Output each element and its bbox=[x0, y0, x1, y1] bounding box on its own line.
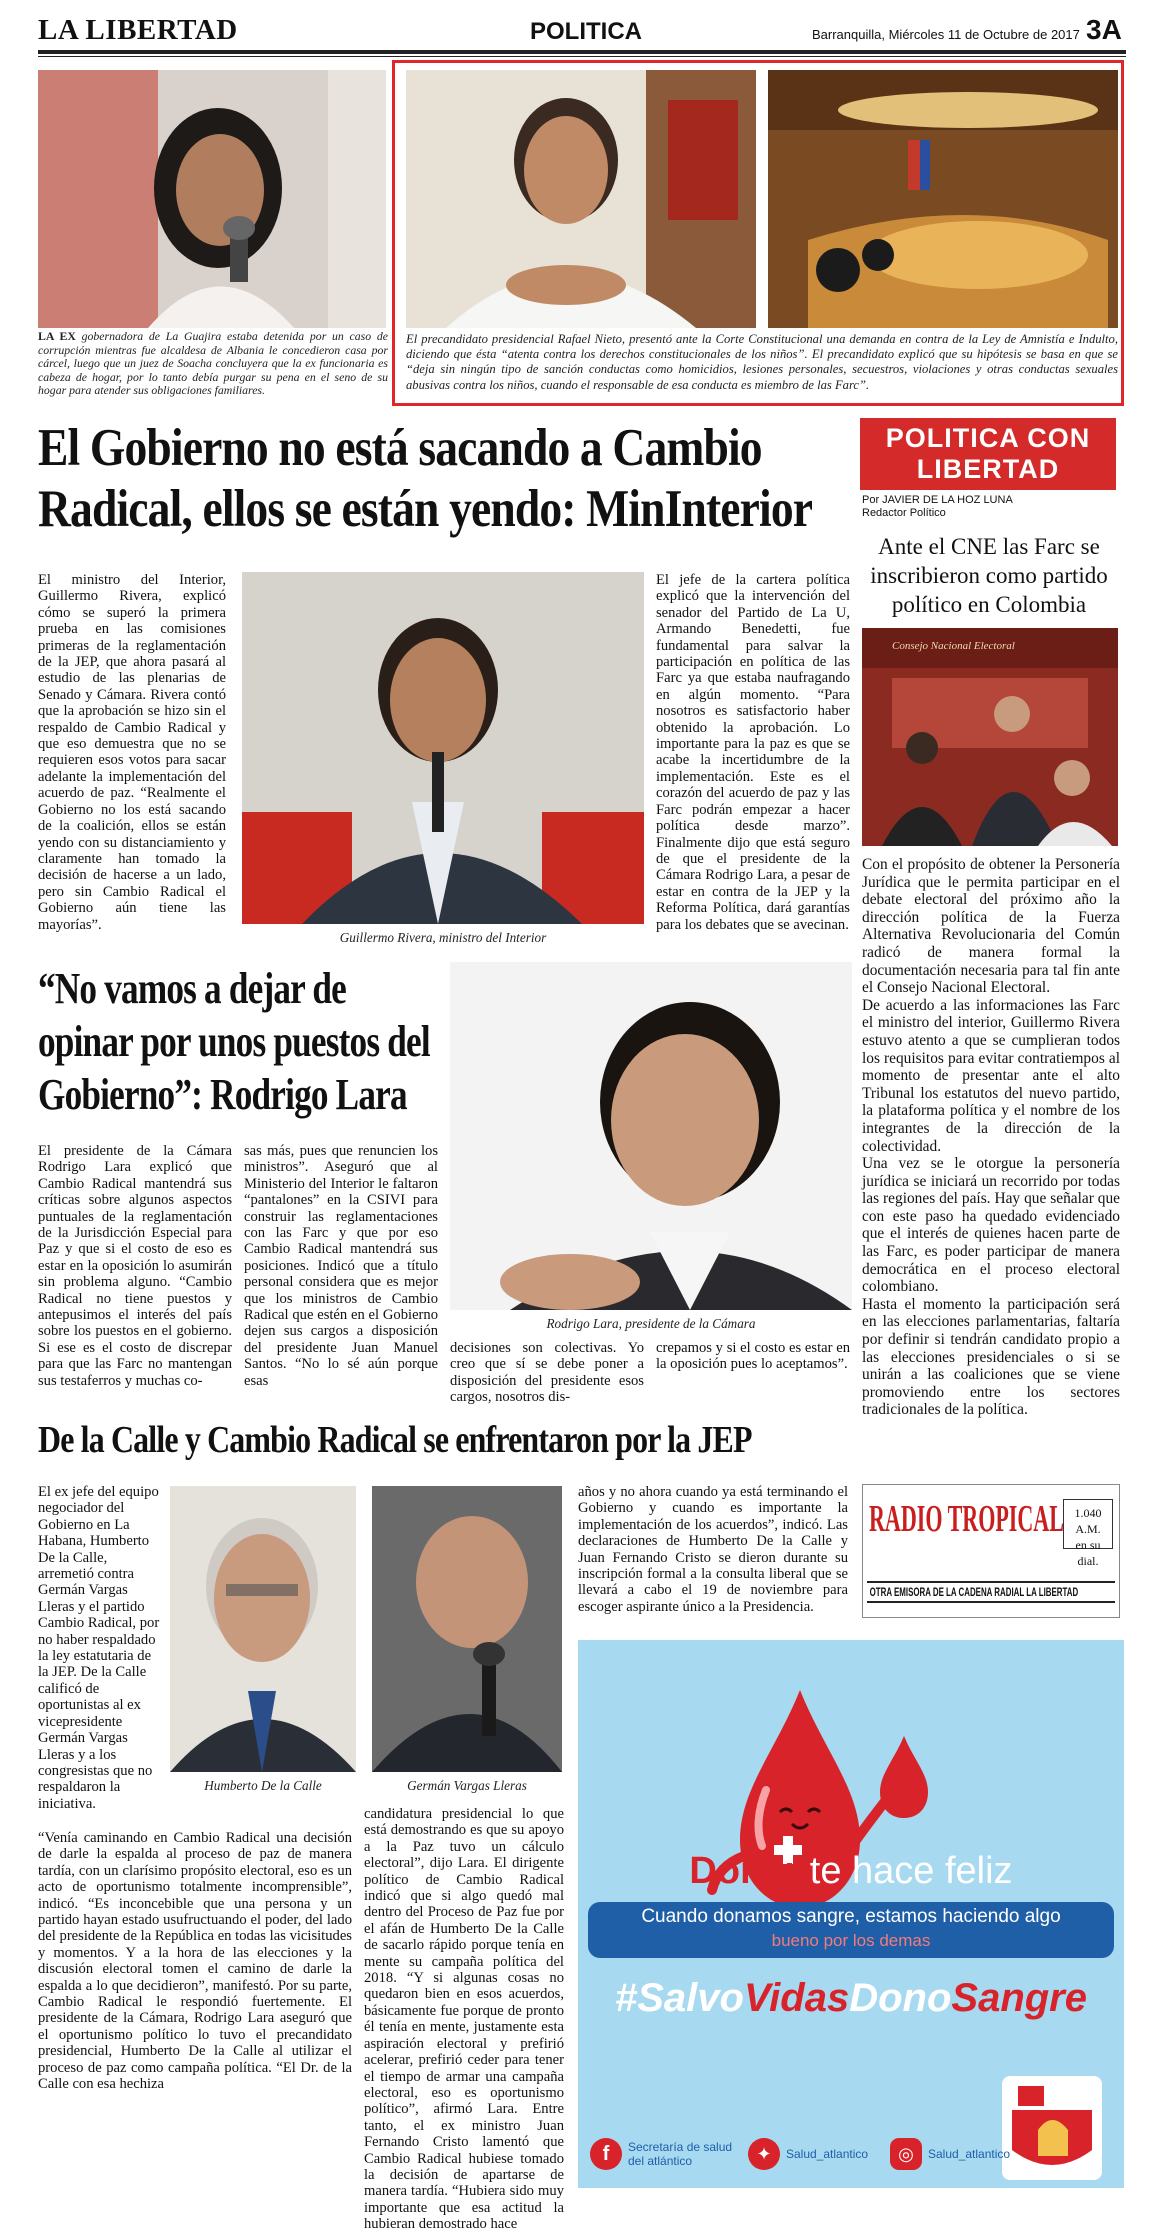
photo-farc-cne bbox=[862, 628, 1118, 846]
instagram-handle[interactable]: Salud_atlantico bbox=[928, 2147, 1011, 2161]
caption-humberto-delacalle: Humberto De la Calle bbox=[204, 1778, 322, 1793]
delacalle-col1-bottom: “Venía caminando en Cambio Radical una decisión de darle la espalda al proceso de paz de manera tardía, con un clarísimo propósito electoral, eso es un acto de oportunismo totalmente incomprensible”, indicó. “Es inconcebible que una persona y un partido hayan estado usufructuando el poder, del lado del presidente de la República en todas las vicisitudes y momentos. Y a la hora de las elecciones y la discusión electoral tomen el camino de darle la espalda a lo que decidieron”, manifestó. Por su parte, Cambio Radical le respondió fuertemente. El presidente de la Cámara, Rodrigo Lara aseguró que el oportunismo político lo tuvo el precandidato presidencial, Humberto De la Calle al utilizar el proceso de paz como campaña política. “El Dr. de la Calle con esa hechiza bbox=[38, 1830, 352, 2093]
main-headline-line1: El Gobierno no está sacando a Cambio bbox=[38, 419, 762, 477]
sidebar-paragraph: Una vez se le otorgue la personería jurídica se iniciará un recorrido por todas las regiones del país. Hay que señalar que con este paso ha quedado evidenciado que el interés de quienes hacen parte de las Farc, es poder participar de manera democrática en el proceso electoral colombiano. bbox=[862, 1155, 1120, 1296]
masthead-rule-thin bbox=[38, 56, 1126, 57]
lara-story-col1: El presidente de la Cámara Rodrigo Lara explicó que Cambio Radical mantendrá sus críticas sobre algunos aspectos puntuales de la reglamentación de la Jurisdicción Especial para Paz y que si el costo de eso es estar en la oposición lo asumirán sin problema alguno. “Cambio Radical no tiene puestos y antepusimos el interés del país sobre los puestos en el gobierno. Si ese es el costo de discrepar para que las Farc no mantengan sus testaferros y muchas co- bbox=[38, 1143, 232, 1389]
page-number: 3A bbox=[1086, 14, 1122, 45]
ad-message-bar bbox=[588, 1902, 1114, 1958]
lara-story-col2: sas más, pues que renuncien los ministros”. Aseguró que al Ministerio del Interior le faltaron “pantalones” en la CSIVI para construir las reglamentaciones con las Farc y que por eso Cambio Radical mantendrá sus posiciones. Indicó que a título personal considera que es mejor que los ministros de Cambio Radical que estén en el Gobierno dejen sus cargos a disposición del presidente Juan Manuel Santos. “No lo sé aún porque esas bbox=[244, 1143, 438, 1389]
photo-ex-governor bbox=[38, 70, 386, 328]
ad-message-line1: Cuando donamos sangre, estamos haciendo algo bbox=[641, 1906, 1061, 1927]
caption-rodrigo-lara: Rodrigo Lara, presidente de la Cámara bbox=[546, 1316, 756, 1331]
sidebar-paragraph: De acuerdo a las informaciones las Farc el ministro del interior, Guillermo Rivera estuvo atento a que se cumplieran todos los requisitos para evitar contratiempos al momento de presentar ante el alto Tribunal los estatutos del nuevo partido, la plataforma política y el nombre de los integrantes de la dirección de la colectividad. bbox=[862, 996, 1120, 1155]
ad-hashtag[interactable] bbox=[578, 1976, 1124, 2021]
twitter-icon[interactable]: ✦ bbox=[748, 2138, 780, 2170]
blood-donation-ad[interactable] bbox=[578, 1640, 1124, 2188]
sidebar-paragraph: Con el propósito de obtener la Personería Jurídica que le permita participar en el debate electoral del próximo año la dirección política de la Fuerza Alternativa Revolucionaria del Común radicó de manera formal la documentación necesaria para tal fin ante el Consejo Nacional Electoral. bbox=[862, 856, 1120, 997]
section-title: POLITICA bbox=[530, 18, 642, 45]
ad-headline bbox=[578, 1850, 1124, 1893]
main-story-col1: El ministro del Interior, Guillermo Rivera, explicó cómo se superó la primera prueba en las comisiones primeras de la reglamentación de la JEP, que ahora pasará al estudio de las plenarias de Senado y Cámara. Rivera contó que la aprobación se hizo sin el respaldo de Cambio Radical y que eso demuestra que no se requieren esos votos para sacar adelante la implementación del acuerdo de paz. “Realmente el Gobierno no los está sacando de la coalición, ellos se están yendo con su distanciamiento y claramente han tomado la decisión de hacerse a un lado, pero sin Cambio Radical el Gobierno aún tiene las mayorías”. bbox=[38, 572, 226, 933]
caption-rafael-nieto: El precandidato presidencial Rafael Nieto, presentó ante la Corte Constitucional una demanda en contra de la Ley de Amnistía e Indulto, diciendo que ésta “atenta contra los derechos constitucionales de los niños”. El precandidato explicó que su hipótesis se basa en que se “deja sin ningún tipo de sanción conductas como homicidios, lesiones personales, secuestros, violaciones y otras conductas sexuales abusivas contra los niños, cuando el responsable de esa conducta es miembro de las Farc”. bbox=[406, 332, 1118, 392]
delacalle-col3: años y no ahora cuando ya está terminando el Gobierno y cuando es importante la implementación de los acuerdos”, indicó. Las declaraciones de Humberto De la Calle y Juan Fernando Cristo se dieron durante su inscripción formal a la consulta liberal que se llevará a cabo el 19 de noviembre para escoger aspirante único a la Presidencia. bbox=[578, 1484, 848, 1615]
delacalle-headline: De la Calle y Cambio Radical se enfrentaron por la JEP bbox=[38, 1419, 752, 1461]
lara-headline-line2: opinar por unos puestos del bbox=[38, 1017, 430, 1066]
sidebar-paragraph: Hasta el momento la participación será en las elecciones parlamentarias, faltaría por definir si tendrán candidato propio a las elecciones presidenciales o si se unirán a las coaliciones que se viene promoviendo entre los sectores tradicionales de la política. bbox=[862, 1295, 1120, 1419]
paper-name: LA LIBERTAD bbox=[38, 14, 238, 46]
hashtag-part: Dono bbox=[849, 1976, 952, 2020]
main-headline-line2: Radical, ellos se están yendo: MinInterior bbox=[38, 480, 813, 538]
delacalle-col1-top: El ex jefe del equipo negociador del Gobierno en La Habana, Humberto De la Calle, arremetió contra Germán Vargas Lleras y el partido Cambio Radical, por no haber respaldado la ley estatutaria de la JEP. De la Calle calificó de oportunistas al ex vicepresidente Germán Vargas Lleras y a los congresistas que no respaldaron la iniciativa. bbox=[38, 1484, 160, 1812]
instagram-icon[interactable]: ◎ bbox=[890, 2138, 922, 2170]
ad-message-line2: bueno por los demas bbox=[771, 1931, 931, 1950]
hashtag-part: #Salvo bbox=[615, 1976, 744, 2020]
ad-headline-feliz: te hace feliz bbox=[799, 1850, 1013, 1892]
sidebar-role: Redactor Político bbox=[862, 507, 946, 519]
radio-dial: en su dial. bbox=[1075, 1538, 1101, 1568]
hashtag-part: Vidas bbox=[743, 1976, 850, 2020]
caption-ex-governor bbox=[38, 330, 388, 398]
sidebar-byline: Por JAVIER DE LA HOZ LUNA bbox=[862, 494, 1013, 506]
sidebar-headline: Ante el CNE las Farc se inscribieron como partido político en Colombia bbox=[870, 534, 1108, 617]
radio-frequency: 1.040 A.M. bbox=[1074, 1506, 1102, 1536]
photo-humberto-delacalle bbox=[170, 1486, 356, 1772]
photo-sign-text: Consejo Nacional Electoral bbox=[892, 640, 1015, 652]
main-headline bbox=[38, 418, 813, 540]
delacalle-col2: candidatura presidencial lo que está demostrando es que su apoyo a la Paz tuvo un cálculo electoral”, dijo Lara. El dirigente político de Cambio Radical indicó que si algo quedó mal dentro del Proceso de Paz fue por el afán de Humberto De la Calle de sacarlo rápido porque tenía en mente su campaña política del 2018. “Y si algunas cosas no quedaron bien en esos acuerdos, básicamente fue porque de pronto él tenía en mente, justamente esta aspiración electoral y prefirió acelerar, prefirió ceder para tener el tiempo de armar una campaña electoral, eso es oportunismo político”, afirmó Lara. Entre tanto, el ex ministro Juan Fernando Cristo lamentó que Cambio Radical hubiese tomado la decisión de apartarse de manera tardía. “Hubiera sido muy importante que esa actitud la hubieran demostrado hace bbox=[364, 1806, 564, 2233]
sidebar-header-line2: LIBERTAD bbox=[916, 454, 1060, 484]
photo-rafael-nieto bbox=[406, 70, 756, 328]
photo-german-vargas-lleras bbox=[372, 1486, 562, 1772]
hashtag-part: Sangre bbox=[951, 1976, 1087, 2020]
sidebar-body bbox=[862, 856, 1120, 1470]
lara-headline bbox=[38, 962, 430, 1121]
sidebar-header bbox=[860, 418, 1116, 490]
facebook-icon[interactable]: f bbox=[590, 2138, 622, 2170]
facebook-handle[interactable]: Secretaría de salud del atlántico bbox=[628, 2140, 733, 2168]
twitter-handle[interactable]: Salud_atlantico bbox=[786, 2147, 869, 2161]
caption-german-vargas-lleras: Germán Vargas Lleras bbox=[407, 1778, 527, 1793]
masthead-rule bbox=[38, 50, 1126, 54]
caption-lead: LA EX bbox=[38, 329, 76, 343]
main-story-col3: El jefe de la cartera política explicó que la intervención del senador del Partido de La U, Armando Benedetti, fue fundamental para salvar la participación en política de las Farc ya que estaba naufragando en algún momento. “Para nosotros es satisfactorio haber obtenido la aprobación. Lo importante para la paz es que se acabe la incertidumbre de la implementación. Este es el corazón del acuerdo de paz y las Farc podrán empezar a hacer política desde marzo”. Finalmente dijo que está seguro de que el presidente de la Cámara Rodrigo Lara, a pesar de estar en contra de la JEP y la Reforma Política, dará garantías para los debates que se avecinan. bbox=[656, 572, 850, 933]
photo-constitutional-court bbox=[768, 70, 1118, 328]
sidebar-header-line1: POLITICA CON bbox=[885, 423, 1091, 453]
caption-guillermo-rivera: Guillermo Rivera, ministro del Interior bbox=[339, 930, 547, 945]
photo-guillermo-rivera bbox=[242, 572, 644, 924]
radio-frequency-box bbox=[1063, 1499, 1113, 1568]
lara-story-col2b: decisiones son colectivas. Yo creo que sí se debe poner a disposición del presidente esos cargos, nosotros dis- bbox=[450, 1340, 644, 1406]
radio-tagline: OTRA EMISORA DE LA CADENA RADIAL LA LIBERTAD bbox=[869, 1585, 1079, 1599]
lara-headline-line1: “No vamos a dejar de bbox=[38, 964, 346, 1013]
radio-tropical-ad[interactable] bbox=[862, 1484, 1120, 1618]
dateline: Barranquilla, Miércoles 11 de Octubre de 2017 bbox=[812, 27, 1080, 42]
radio-tagline-bar bbox=[867, 1581, 1115, 1603]
lara-story-col3b: crepamos y si el costo es estar en la oposición pues lo aceptamos”. bbox=[656, 1340, 850, 1373]
lara-headline-line3: Gobierno”: Rodrigo Lara bbox=[38, 1070, 407, 1119]
radio-name: RADIO TROPICAL bbox=[869, 1498, 1064, 1540]
ad-headline-donar: Donar bbox=[689, 1850, 800, 1892]
photo-rodrigo-lara bbox=[450, 962, 852, 1310]
ad-social-row bbox=[590, 2134, 1011, 2174]
caption-ex-governor-text: gobernadora de La Guajira estaba detenida por un caso de corrupción mientras fue alcaldesa de Albania le concedieron casa por cárcel, luego que un juez de Soacha concluyera que la ex funcionaria es cabeza de hogar, por lo tanto debía purgar su pena en el seno de su hogar para atender sus obligaciones familiares. bbox=[38, 329, 389, 398]
